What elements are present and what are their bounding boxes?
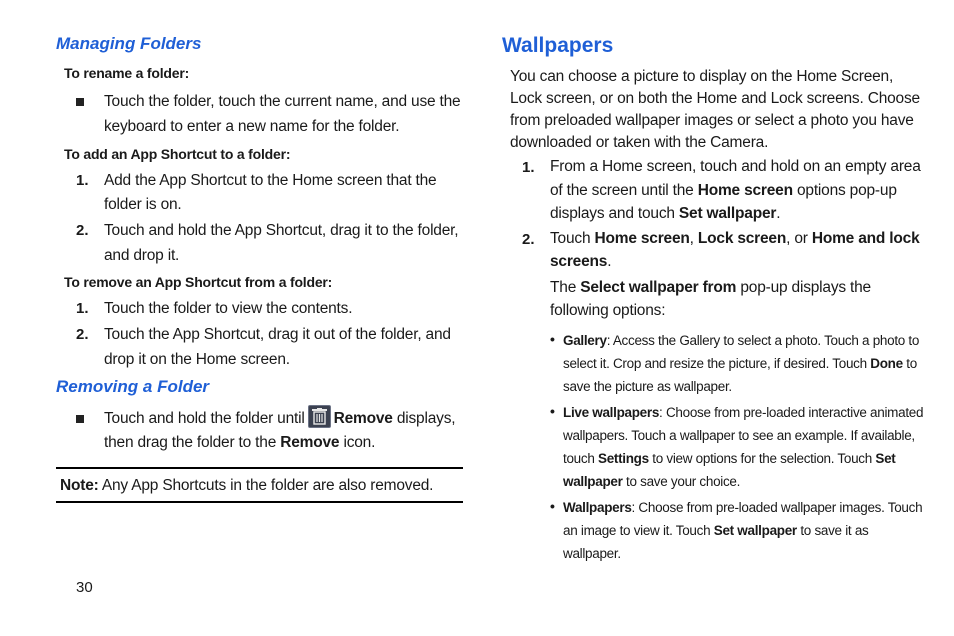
live-line-3: touch Settings to view options for the selection. Touch Set [563, 451, 896, 466]
rename-subheading: To rename a folder: [64, 65, 190, 81]
step-number: 1. [76, 300, 89, 317]
removing-line-2: then drag the folder to the Remove icon. [104, 434, 376, 451]
wp-line-3: wallpaper. [563, 546, 621, 561]
step-number: 2. [76, 326, 89, 343]
add-subheading: To add an App Shortcut to a folder: [64, 146, 291, 162]
step-number: 1. [522, 159, 535, 176]
bullet-square [76, 98, 84, 106]
remove-step-2-line-1: Touch the App Shortcut, drag it out of the folder, and [104, 326, 451, 343]
note-bottom-rule [56, 501, 463, 503]
bullet-dot: • [550, 331, 555, 347]
wp-line-1: Wallpapers: Choose from pre-loaded wallpaper images. Touch [563, 500, 923, 515]
step2-line-1: Touch Home screen, Lock screen, or Home and lock [550, 230, 920, 247]
step1-line-3: displays and touch Set wallpaper. [550, 205, 781, 222]
gallery-line-3: save the picture as wallpaper. [563, 379, 732, 394]
bullet-square [76, 415, 84, 423]
popup-line-2: following options: [550, 302, 666, 319]
trash-icon [308, 405, 331, 428]
live-line-2: wallpapers. Touch a wallpaper to see an example. If available, [563, 428, 915, 443]
gallery-line-1: Gallery: Access the Gallery to select a photo. Touch a photo to [563, 333, 920, 348]
remove-step-1-line-1: Touch the folder to view the contents. [104, 300, 353, 317]
rename-text-1: Touch the folder, touch the current name, and use the [104, 93, 461, 110]
bullet-dot: • [550, 498, 555, 514]
gallery-line-2: select it. Crop and resize the picture, if desired. Touch Done to [563, 356, 917, 371]
add-step-1-line-2: folder is on. [104, 196, 182, 213]
live-line-1: Live wallpapers: Choose from pre-loaded interactive animated [563, 405, 924, 420]
rename-text-2: keyboard to enter a new name for the folder. [104, 118, 400, 135]
note: Note: Any App Shortcuts in the folder are also removed. [60, 477, 434, 494]
add-step-1-line-1: Add the App Shortcut to the Home screen that the [104, 172, 437, 189]
step1-line-1: From a Home screen, touch and hold on an empty area [550, 158, 921, 175]
wp-line-2: an image to view it. Touch Set wallpaper to save it as [563, 523, 869, 538]
live-line-4: wallpaper to save your choice. [563, 474, 741, 489]
step1-line-2: of the screen until the Home screen options pop-up [550, 182, 897, 199]
wallpapers-heading: Wallpapers [502, 34, 614, 57]
intro-line-4: downloaded or taken with the Camera. [510, 134, 769, 151]
step-number: 2. [76, 222, 89, 239]
page-number: 30 [76, 579, 93, 596]
step-number: 2. [522, 231, 535, 248]
add-step-2-line-2: and drop it. [104, 247, 180, 264]
remove-step-2-line-2: drop it on the Home screen. [104, 351, 290, 368]
intro-line-3: from preloaded wallpaper images or select a photo you have [510, 112, 914, 129]
bullet-dot: • [550, 403, 555, 419]
managing-folders-heading: Managing Folders [56, 34, 202, 53]
removing-line-1: Touch and hold the folder until Remove displays, [104, 406, 455, 431]
intro-line-2: Lock screen, or on both the Home and Lock screens. Choose [510, 90, 920, 107]
popup-line-1: The Select wallpaper from pop-up displays the [550, 279, 871, 296]
removing-folder-heading: Removing a Folder [56, 377, 210, 396]
step2-line-2: screens. [550, 253, 612, 270]
remove-subheading: To remove an App Shortcut from a folder: [64, 274, 333, 290]
intro-line-1: You can choose a picture to display on the Home Screen, [510, 68, 894, 85]
add-step-2-line-1: Touch and hold the App Shortcut, drag it to the folder, [104, 222, 459, 239]
note-top-rule [56, 467, 463, 469]
step-number: 1. [76, 172, 89, 189]
